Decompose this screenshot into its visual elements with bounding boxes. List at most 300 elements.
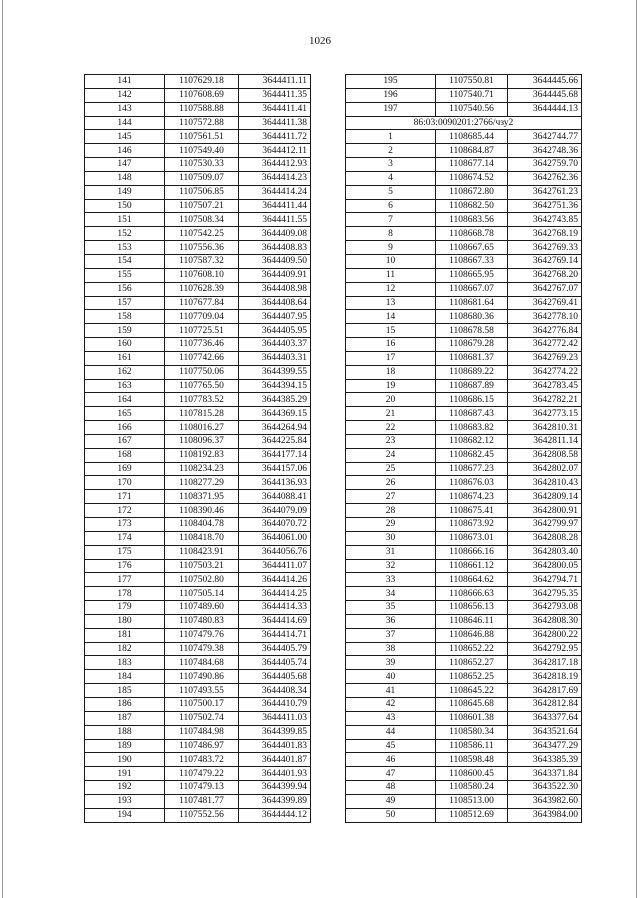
y-coordinate: 3644445.68 (508, 88, 582, 102)
x-coordinate: 1108656.13 (436, 601, 508, 615)
point-number: 165 (85, 407, 165, 421)
x-coordinate: 1107490.86 (165, 670, 239, 684)
x-coordinate: 1108674.23 (436, 490, 508, 504)
x-coordinate: 1107484.98 (165, 725, 239, 739)
x-coordinate: 1108681.37 (436, 351, 508, 365)
y-coordinate: 3644403.37 (239, 338, 311, 352)
point-number: 39 (346, 656, 436, 670)
table-row (85, 241, 311, 255)
y-coordinate: 3643371.84 (508, 767, 582, 781)
x-coordinate: 1107486.97 (165, 739, 239, 753)
x-coordinate: 1107552.56 (165, 808, 239, 822)
y-coordinate: 3644410.79 (239, 697, 311, 711)
x-coordinate: 1108682.12 (436, 434, 508, 448)
page-number: 1026 (309, 35, 331, 47)
x-coordinate: 1107629.18 (165, 75, 239, 89)
x-coordinate: 1107608.10 (165, 268, 239, 282)
y-coordinate: 3644136.93 (239, 476, 311, 490)
point-number: 10 (346, 254, 436, 268)
table-row (346, 697, 582, 711)
table-row (346, 670, 582, 684)
y-coordinate: 3642793.08 (508, 601, 582, 615)
table-row (85, 504, 311, 518)
table-row (85, 781, 311, 795)
point-number: 174 (85, 531, 165, 545)
y-coordinate: 3642795.35 (508, 587, 582, 601)
x-coordinate: 1108512.69 (436, 808, 508, 822)
table-row (346, 725, 582, 739)
table-row (85, 587, 311, 601)
table-row (85, 628, 311, 642)
table-row (85, 421, 311, 435)
table-row (85, 393, 311, 407)
y-coordinate: 3642782.21 (508, 393, 582, 407)
table-row (85, 559, 311, 573)
table-row (346, 254, 582, 268)
x-coordinate: 1107572.88 (165, 116, 239, 130)
x-coordinate: 1107709.04 (165, 310, 239, 324)
x-coordinate: 1108667.07 (436, 282, 508, 296)
x-coordinate: 1108680.36 (436, 310, 508, 324)
y-coordinate: 3642802.07 (508, 462, 582, 476)
point-number: 13 (346, 296, 436, 310)
y-coordinate: 3642743.85 (508, 213, 582, 227)
y-coordinate: 3642768.20 (508, 268, 582, 282)
y-coordinate: 3643521.64 (508, 725, 582, 739)
table-row (346, 781, 582, 795)
point-number: 18 (346, 365, 436, 379)
table-row (346, 351, 582, 365)
y-coordinate: 3642817.18 (508, 656, 582, 670)
y-coordinate: 3644409.50 (239, 254, 311, 268)
point-number: 38 (346, 642, 436, 656)
point-number: 24 (346, 448, 436, 462)
x-coordinate: 1108683.56 (436, 213, 508, 227)
point-number: 187 (85, 711, 165, 725)
point-number: 27 (346, 490, 436, 504)
point-number: 43 (346, 711, 436, 725)
y-coordinate: 3644408.83 (239, 241, 311, 255)
table-row (346, 379, 582, 393)
x-coordinate: 1108666.16 (436, 545, 508, 559)
point-number: 4 (346, 171, 436, 185)
point-number: 183 (85, 656, 165, 670)
y-coordinate: 3642803.40 (508, 545, 582, 559)
table-row (85, 753, 311, 767)
point-number: 9 (346, 241, 436, 255)
x-coordinate: 1108672.80 (436, 185, 508, 199)
point-number: 185 (85, 684, 165, 698)
x-coordinate: 1107725.51 (165, 324, 239, 338)
table-row (346, 88, 582, 102)
point-number: 25 (346, 462, 436, 476)
x-coordinate: 1108675.41 (436, 504, 508, 518)
point-number: 7 (346, 213, 436, 227)
y-coordinate: 3642769.23 (508, 351, 582, 365)
point-number: 170 (85, 476, 165, 490)
table-row (346, 130, 582, 144)
x-coordinate: 1107549.40 (165, 144, 239, 158)
coordinates-table-right (345, 74, 582, 823)
point-number: 45 (346, 739, 436, 753)
point-number: 194 (85, 808, 165, 822)
point-number: 157 (85, 296, 165, 310)
scan-edge-left (2, 0, 3, 898)
table-row (85, 199, 311, 213)
x-coordinate: 1107506.85 (165, 185, 239, 199)
table-row (346, 518, 582, 532)
y-coordinate: 3644056.76 (239, 545, 311, 559)
table-row (346, 296, 582, 310)
x-coordinate: 1107628.39 (165, 282, 239, 296)
x-coordinate: 1108687.43 (436, 407, 508, 421)
point-number: 26 (346, 476, 436, 490)
y-coordinate: 3642773.15 (508, 407, 582, 421)
x-coordinate: 1108645.68 (436, 697, 508, 711)
table-row (85, 365, 311, 379)
table-row (85, 407, 311, 421)
x-coordinate: 1107484.68 (165, 656, 239, 670)
x-coordinate: 1107500.17 (165, 697, 239, 711)
x-coordinate: 1107540.71 (436, 88, 508, 102)
y-coordinate: 3642774.22 (508, 365, 582, 379)
table-row (85, 614, 311, 628)
x-coordinate: 1108096.37 (165, 434, 239, 448)
x-coordinate: 1107481.77 (165, 794, 239, 808)
x-coordinate: 1107815.28 (165, 407, 239, 421)
y-coordinate: 3642762.36 (508, 171, 582, 185)
point-number: 146 (85, 144, 165, 158)
point-number: 5 (346, 185, 436, 199)
table-row (85, 808, 311, 822)
y-coordinate: 3642811.14 (508, 434, 582, 448)
point-number: 190 (85, 753, 165, 767)
y-coordinate: 3642761.23 (508, 185, 582, 199)
y-coordinate: 3644414.33 (239, 601, 311, 615)
table-row (85, 462, 311, 476)
x-coordinate: 1108598.48 (436, 753, 508, 767)
point-number: 197 (346, 102, 436, 116)
point-number: 28 (346, 504, 436, 518)
y-coordinate: 3644411.41 (239, 102, 311, 116)
table-row (85, 767, 311, 781)
y-coordinate: 3642808.30 (508, 614, 582, 628)
table-row (346, 601, 582, 615)
x-coordinate: 1108677.23 (436, 462, 508, 476)
y-coordinate: 3644411.03 (239, 711, 311, 725)
y-coordinate: 3644411.38 (239, 116, 311, 130)
y-coordinate: 3644414.23 (239, 171, 311, 185)
point-number: 168 (85, 448, 165, 462)
table-row (85, 351, 311, 365)
table-row (346, 628, 582, 642)
point-number: 161 (85, 351, 165, 365)
table-row (346, 171, 582, 185)
y-coordinate: 3642769.41 (508, 296, 582, 310)
y-coordinate: 3642748.36 (508, 144, 582, 158)
x-coordinate: 1107783.52 (165, 393, 239, 407)
x-coordinate: 1108016.27 (165, 421, 239, 435)
y-coordinate: 3644403.31 (239, 351, 311, 365)
table-row (346, 559, 582, 573)
table-row (346, 199, 582, 213)
y-coordinate: 3644414.69 (239, 614, 311, 628)
point-number: 189 (85, 739, 165, 753)
y-coordinate: 3644399.89 (239, 794, 311, 808)
coordinates-table-left (84, 74, 311, 823)
x-coordinate: 1107561.51 (165, 130, 239, 144)
x-coordinate: 1108513.00 (436, 794, 508, 808)
y-coordinate: 3644088.41 (239, 490, 311, 504)
x-coordinate: 1107489.60 (165, 601, 239, 615)
x-coordinate: 1108661.12 (436, 559, 508, 573)
x-coordinate: 1107587.32 (165, 254, 239, 268)
table-row (85, 338, 311, 352)
table-row (85, 601, 311, 615)
y-coordinate: 3642808.58 (508, 448, 582, 462)
point-number: 180 (85, 614, 165, 628)
point-number: 167 (85, 434, 165, 448)
x-coordinate: 1108601.38 (436, 711, 508, 725)
y-coordinate: 3644264.94 (239, 421, 311, 435)
y-coordinate: 3642800.05 (508, 559, 582, 573)
x-coordinate: 1107765.50 (165, 379, 239, 393)
table-row (346, 531, 582, 545)
point-number: 171 (85, 490, 165, 504)
scan-edge-right (636, 0, 637, 898)
table-row (346, 144, 582, 158)
point-number: 186 (85, 697, 165, 711)
x-coordinate: 1107588.88 (165, 102, 239, 116)
table-row (85, 185, 311, 199)
table-row (85, 434, 311, 448)
point-number: 22 (346, 421, 436, 435)
y-coordinate: 3644405.95 (239, 324, 311, 338)
table-row (85, 656, 311, 670)
point-number: 193 (85, 794, 165, 808)
table-row (85, 545, 311, 559)
table-row (346, 338, 582, 352)
table-row (85, 711, 311, 725)
y-coordinate: 3644411.55 (239, 213, 311, 227)
cadastral-section-label: 86:03:0090201:2766/чзу2 (346, 116, 582, 130)
point-number: 150 (85, 199, 165, 213)
table-row (85, 254, 311, 268)
y-coordinate: 3642809.14 (508, 490, 582, 504)
point-number: 8 (346, 227, 436, 241)
y-coordinate: 3644405.74 (239, 656, 311, 670)
point-number: 141 (85, 75, 165, 89)
y-coordinate: 3644409.91 (239, 268, 311, 282)
table-row (85, 130, 311, 144)
x-coordinate: 1108652.22 (436, 642, 508, 656)
table-row (85, 268, 311, 282)
table-row (85, 642, 311, 656)
x-coordinate: 1108684.87 (436, 144, 508, 158)
table-row (346, 614, 582, 628)
y-coordinate: 3642751.36 (508, 199, 582, 213)
y-coordinate: 3644414.71 (239, 628, 311, 642)
point-number: 12 (346, 282, 436, 296)
y-coordinate: 3644411.11 (239, 75, 311, 89)
x-coordinate: 1108646.88 (436, 628, 508, 642)
x-coordinate: 1108418.70 (165, 531, 239, 545)
table-row (346, 213, 582, 227)
point-number: 6 (346, 199, 436, 213)
y-coordinate: 3644408.64 (239, 296, 311, 310)
x-coordinate: 1108687.89 (436, 379, 508, 393)
y-coordinate: 3644405.79 (239, 642, 311, 656)
table-row (85, 670, 311, 684)
table-row (346, 102, 582, 116)
point-number: 173 (85, 518, 165, 532)
table-row (346, 545, 582, 559)
point-number: 156 (85, 282, 165, 296)
point-number: 14 (346, 310, 436, 324)
point-number: 148 (85, 171, 165, 185)
x-coordinate: 1107742.66 (165, 351, 239, 365)
x-coordinate: 1107479.22 (165, 767, 239, 781)
table-row (85, 684, 311, 698)
table-row (85, 573, 311, 587)
y-coordinate: 3643984.00 (508, 808, 582, 822)
table-row (346, 462, 582, 476)
y-coordinate: 3644414.26 (239, 573, 311, 587)
table-row (85, 171, 311, 185)
table-row (346, 448, 582, 462)
point-number: 195 (346, 75, 436, 89)
x-coordinate: 1108652.27 (436, 656, 508, 670)
x-coordinate: 1108645.22 (436, 684, 508, 698)
point-number: 49 (346, 794, 436, 808)
point-number: 152 (85, 227, 165, 241)
y-coordinate: 3644079.09 (239, 504, 311, 518)
table-row (85, 739, 311, 753)
table-row (346, 434, 582, 448)
y-coordinate: 3642744.77 (508, 130, 582, 144)
point-number: 192 (85, 781, 165, 795)
y-coordinate: 3644399.55 (239, 365, 311, 379)
point-number: 3 (346, 158, 436, 172)
table-row (85, 102, 311, 116)
y-coordinate: 3644407.95 (239, 310, 311, 324)
table-row (346, 504, 582, 518)
point-number: 33 (346, 573, 436, 587)
point-number: 44 (346, 725, 436, 739)
x-coordinate: 1107507.21 (165, 199, 239, 213)
y-coordinate: 3642783.45 (508, 379, 582, 393)
y-coordinate: 3644411.72 (239, 130, 311, 144)
x-coordinate: 1108678.58 (436, 324, 508, 338)
point-number: 182 (85, 642, 165, 656)
x-coordinate: 1108646.11 (436, 614, 508, 628)
y-coordinate: 3644411.35 (239, 88, 311, 102)
y-coordinate: 3644411.07 (239, 559, 311, 573)
x-coordinate: 1108682.50 (436, 199, 508, 213)
table-row (346, 421, 582, 435)
table-row (85, 296, 311, 310)
point-number: 149 (85, 185, 165, 199)
x-coordinate: 1108664.62 (436, 573, 508, 587)
y-coordinate: 3642792.95 (508, 642, 582, 656)
point-number: 2 (346, 144, 436, 158)
y-coordinate: 3642808.28 (508, 531, 582, 545)
y-coordinate: 3644369.15 (239, 407, 311, 421)
y-coordinate: 3644385.29 (239, 393, 311, 407)
y-coordinate: 3642769.33 (508, 241, 582, 255)
y-coordinate: 3642812.84 (508, 697, 582, 711)
y-coordinate: 3642759.70 (508, 158, 582, 172)
point-number: 46 (346, 753, 436, 767)
point-number: 40 (346, 670, 436, 684)
x-coordinate: 1108673.01 (436, 531, 508, 545)
y-coordinate: 3642817.69 (508, 684, 582, 698)
point-number: 153 (85, 241, 165, 255)
x-coordinate: 1107540.56 (436, 102, 508, 116)
table-row (85, 697, 311, 711)
y-coordinate: 3644405.68 (239, 670, 311, 684)
y-coordinate: 3643385.39 (508, 753, 582, 767)
x-coordinate: 1108404.78 (165, 518, 239, 532)
y-coordinate: 3643377.64 (508, 711, 582, 725)
point-number: 188 (85, 725, 165, 739)
x-coordinate: 1108423.91 (165, 545, 239, 559)
x-coordinate: 1108600.45 (436, 767, 508, 781)
table-row (85, 213, 311, 227)
x-coordinate: 1107750.06 (165, 365, 239, 379)
table-row (346, 476, 582, 490)
table-row (85, 490, 311, 504)
point-number: 32 (346, 559, 436, 573)
point-number: 155 (85, 268, 165, 282)
x-coordinate: 1108673.92 (436, 518, 508, 532)
x-coordinate: 1108580.34 (436, 725, 508, 739)
y-coordinate: 3644412.11 (239, 144, 311, 158)
x-coordinate: 1108668.78 (436, 227, 508, 241)
table-row (85, 725, 311, 739)
table-row (346, 407, 582, 421)
y-coordinate: 3642810.43 (508, 476, 582, 490)
point-number: 36 (346, 614, 436, 628)
table-row (85, 144, 311, 158)
point-number: 145 (85, 130, 165, 144)
y-coordinate: 3644411.44 (239, 199, 311, 213)
point-number: 23 (346, 434, 436, 448)
x-coordinate: 1108652.25 (436, 670, 508, 684)
table-row (85, 75, 311, 89)
point-number: 47 (346, 767, 436, 781)
x-coordinate: 1107483.72 (165, 753, 239, 767)
point-number: 34 (346, 587, 436, 601)
section-header-row (346, 116, 582, 130)
point-number: 177 (85, 573, 165, 587)
y-coordinate: 3644444.12 (239, 808, 311, 822)
point-number: 15 (346, 324, 436, 338)
y-coordinate: 3642776.84 (508, 324, 582, 338)
x-coordinate: 1108689.22 (436, 365, 508, 379)
point-number: 196 (346, 88, 436, 102)
x-coordinate: 1108667.33 (436, 254, 508, 268)
table-row (346, 324, 582, 338)
point-number: 184 (85, 670, 165, 684)
x-coordinate: 1108665.95 (436, 268, 508, 282)
point-number: 172 (85, 504, 165, 518)
x-coordinate: 1108683.82 (436, 421, 508, 435)
y-coordinate: 3642800.91 (508, 504, 582, 518)
table-row (85, 282, 311, 296)
y-coordinate: 3644401.87 (239, 753, 311, 767)
table-row (346, 684, 582, 698)
